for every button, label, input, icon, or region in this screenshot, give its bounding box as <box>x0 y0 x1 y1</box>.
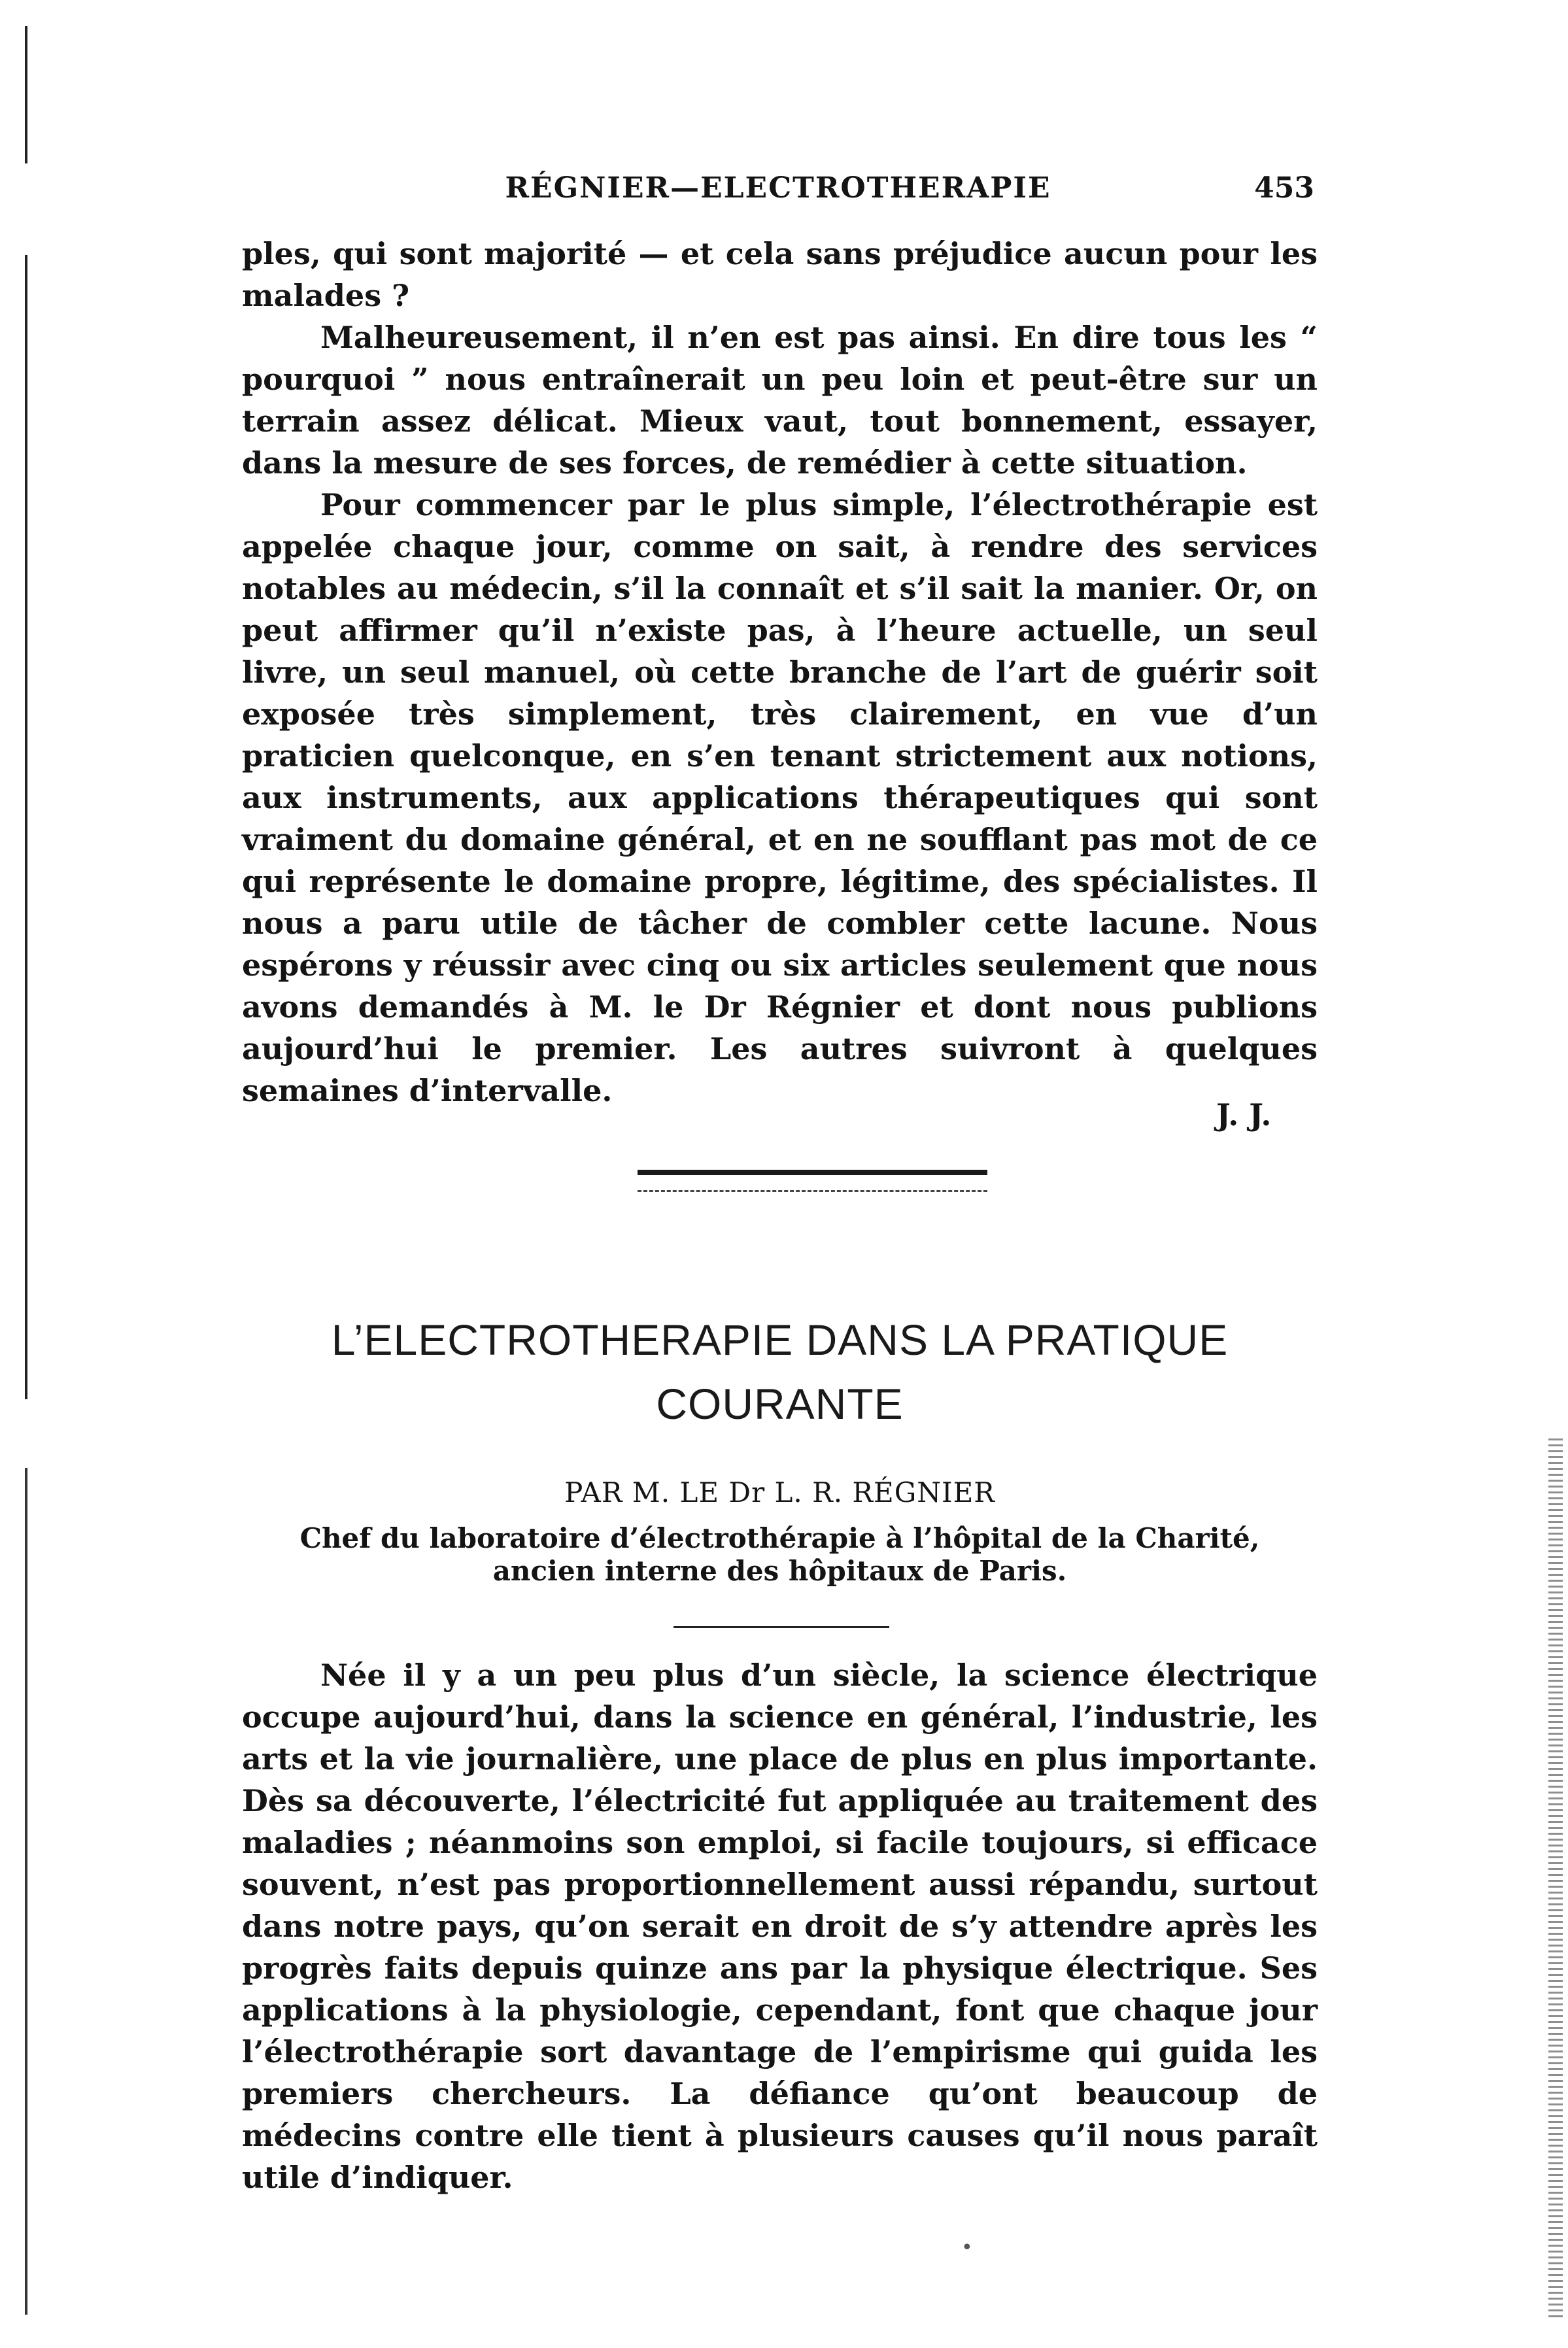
article-title-line-2: COURANTE <box>656 1380 904 1428</box>
intro-paragraph-pour-commencer: Pour commencer par le plus simple, l’électrothérapie est appelée chaque jour, comme on sait, à rendre des services notables au médecin, s’il la connaît et s’il sait la manier. Or, on peut affirmer qu’il n’existe pas, à l’heure actuelle, un seul livre, un seul manuel, où cette branche de l’art de guérir soit exposée très simplement, très clairement, en vue d’un praticien quelconque, en s’en tenant strictement aux notions, aux instruments, aux applications thérapeutiques qui sont vraiment du domaine général, et en ne soufflant pas mot de ce qui représente le domaine propre, légitime, des spécialistes. Il nous a paru utile de tâcher de combler cette lacune. Nous espérons y réussir avec cinq ou six articles seulement que nous avons demandés à M. le Dr Régnier et dont nous publions aujourd’hui le premier. Les autres suivront à quelques semaines d’intervalle. <box>242 487 1318 1108</box>
running-title: RÉGNIER—ELECTROTHERAPIE <box>505 171 1051 205</box>
article-body-paragraph: Née il y a un peu plus d’un siècle, la science électrique occupe aujourd’hui, dans la science en général, l’industrie, les arts et la vie journalière, une place de plus en plus importante. Dès sa découverte, l’électricité fut appliquée au traitement des maladies ; néanmoins son emploi, si facile toujours, si efficace souvent, n’est pas proportionnellement aussi répandu, surtout dans notre pays, qu’on serait en droit de s’y attendre après les progrès faits depuis quinze ans par la physique électrique. Ses applications à la physiologie, cependant, font que chaque jour l’électrothérapie sort davantage de l’empirisme qui guida les premiers chercheurs. La défiance qu’ont beaucoup de médecins contre elle tient à plusieurs causes qu’il nous paraît utile d’indiquer. <box>242 1658 1318 2195</box>
byline-rule <box>673 1626 889 1628</box>
article-title-line-1: L’ELECTROTHERAPIE DANS LA PRATIQUE <box>331 1316 1229 1364</box>
author-affiliation <box>242 1522 1318 1588</box>
scan-right-margin-artifact <box>1548 1438 1563 2321</box>
editor-signature: J. J. <box>1216 1097 1272 1132</box>
intro-paragraph-malheureusement: Malheureusement, il n’en est pas ainsi. En dire tous les “ pourquoi ” nous entraînerait un peu loin et peut-être sur un terrain assez délicat. Mieux vaut, tout bonnement, essayer, dans la mesure de ses forces, de remédier à cette situation. <box>242 320 1318 481</box>
affiliation-line-1: Chef du laboratoire d’électrothérapie à l’hôpital de la Charité, <box>299 1522 1260 1554</box>
scan-speck: • <box>961 2236 973 2259</box>
section-divider-thin <box>638 1190 987 1192</box>
intro-section <box>242 233 1318 1112</box>
page-number: 453 <box>1254 171 1314 205</box>
article-title <box>242 1308 1318 1436</box>
scan-left-margin-artifact <box>25 26 27 2315</box>
running-head <box>242 171 1314 211</box>
affiliation-line-2: ancien interne des hôpitaux de Paris. <box>492 1555 1067 1587</box>
intro-paragraph-continuation: ples, qui sont majorité — et cela sans préjudice aucun pour les malades ? <box>242 236 1318 313</box>
section-divider-thick <box>638 1170 987 1175</box>
article-body <box>242 1654 1318 2198</box>
article-byline: PAR M. LE Dr L. R. RÉGNIER <box>564 1476 995 1508</box>
